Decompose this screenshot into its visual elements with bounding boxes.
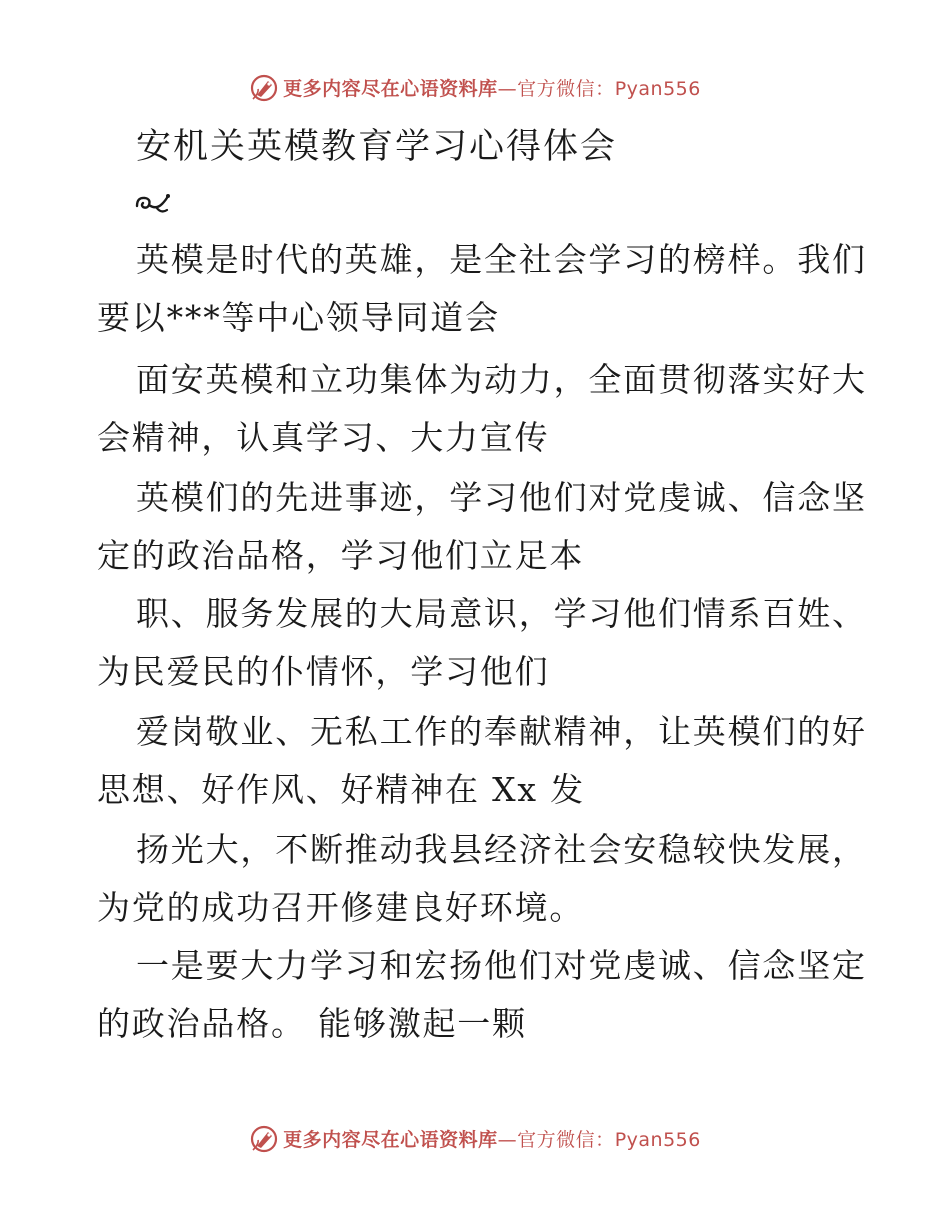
footer-banner (0, 1123, 950, 1157)
document-title: 安机关英模教育学习心得体会 (136, 127, 618, 167)
banner-wechat-id: Pyan556 (614, 1129, 701, 1151)
body-line: 职、服务发展的大局意识，学习他们情系百姓、 (136, 594, 867, 633)
banner-brand-text: 更多内容尽在心语资料库 (283, 1129, 498, 1151)
body-line: 定的政治品格，学习他们立足本 (97, 536, 585, 575)
body-line: 会精神，认真学习、大力宣传 (97, 418, 550, 457)
pen-nib-logo-icon (249, 73, 279, 103)
body-line: 为民爱民的仆情怀，学习他们 (97, 652, 550, 691)
banner-wechat-label: 官方微信： (517, 78, 615, 100)
body-line: 英模们的先进事迹，学习他们对党虔诚、信念坚 (136, 478, 867, 517)
body-line: 要以***等中心领导同道会 (97, 298, 500, 337)
body-line: 为党的成功召开修建良好环境。 (97, 888, 585, 927)
banner-brand-text: 更多内容尽在心语资料库 (283, 78, 498, 100)
body-line: 英模是时代的英雄，是全社会学习的榜样。我们 (136, 240, 867, 279)
body-line: 扬光大，不断推动我县经济社会安稳较快发展， (136, 830, 867, 869)
body-line: 一是要大力学习和宏扬他们对党虔诚、信念坚定 (136, 946, 867, 985)
pen-nib-logo-icon (249, 1124, 279, 1154)
body-line: 思想、好作风、好精神在 Xx 发 (97, 770, 585, 809)
header-banner (0, 72, 950, 106)
banner-separator: — (497, 1129, 518, 1151)
banner-wechat-id: Pyan556 (614, 78, 701, 100)
body-line: 爱岗敬业、无私工作的奉献精神，让英模们的好 (136, 712, 867, 751)
body-line: 面安英模和立功集体为动力，全面贯彻落实好大 (136, 360, 867, 399)
banner-wechat-label: 官方微信： (517, 1129, 615, 1151)
body-line: 的政治品格。 能够激起一颗 (97, 1004, 527, 1043)
banner-separator: — (497, 78, 518, 100)
scroll-ornament-icon (134, 192, 172, 218)
